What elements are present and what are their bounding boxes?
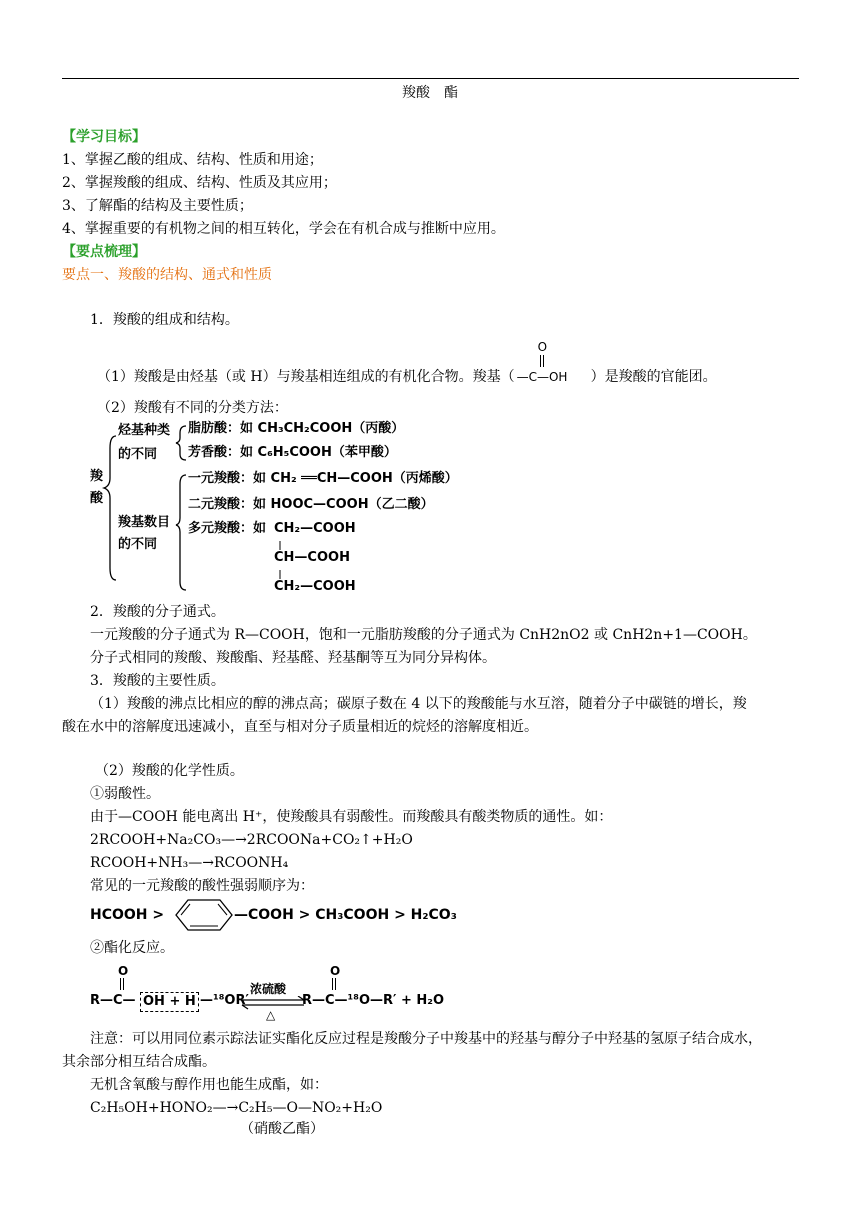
aliphatic-acid: 脂肪酸：如 CH₃CH₂COOH（丙酸）	[188, 421, 405, 436]
carboxyl-text-a: （1）羧酸是由烃基（或 H）与羧基相连组成的有机化合物。羧基（	[97, 369, 515, 385]
category-hydrocarbon-1: 烃基种类	[118, 423, 171, 438]
page-title: 羧酸 酯	[402, 85, 458, 101]
eliminated-water-box: OH + H	[140, 992, 199, 1012]
paragraph: （2）羧酸的化学性质。	[95, 763, 244, 779]
poly-acid-line: CH—COOH	[274, 550, 350, 565]
category-carboxyl-2: 的不同	[118, 537, 158, 552]
goal-item: 3、了解酯的结构及主要性质；	[62, 198, 253, 214]
section-points-heading: 【要点梳理】	[62, 244, 146, 260]
paragraph	[97, 340, 717, 386]
goal-item: 1、掌握乙酸的组成、结构、性质和用途；	[62, 152, 323, 168]
subheading: ①弱酸性。	[90, 786, 160, 802]
equation-caption: （硝酸乙酯）	[240, 1121, 324, 1137]
benzene-ring-icon	[168, 896, 240, 934]
category-hydrocarbon-2: 的不同	[118, 447, 158, 462]
paragraph: （2）羧酸有不同的分类方法：	[97, 400, 288, 416]
poly-acid-line: CH₂—COOH	[274, 579, 356, 594]
section-goals-heading: 【学习目标】	[62, 129, 146, 145]
ester-product: R—C—¹⁸O—R′ + H₂O	[302, 993, 444, 1008]
paragraph: 由于—COOH 能电离出 H⁺，使羧酸具有弱酸性。而羧酸具有酸类物质的通性。如：	[90, 809, 613, 825]
goal-item: 4、掌握重要的有机物之间的相互转化，学会在有机合成与推断中应用。	[62, 221, 505, 237]
poly-acid-line: CH₂—COOH	[274, 521, 356, 536]
di-acid: 二元羧酸：如 HOOC—COOH（乙二酸）	[188, 497, 434, 512]
header-rule	[62, 78, 799, 79]
paragraph: 酸在水中的溶解度迅速减小，直至与相对分子质量相近的烷烃的溶解度相近。	[62, 719, 538, 735]
paragraph: 一元羧酸的分子通式为 R—COOH，饱和一元脂肪羧酸的分子通式为 CnH2nO2 或 CnH2n+1—COOH。	[90, 627, 757, 643]
acidity-a: HCOOH >	[90, 907, 165, 923]
carboxyl-text-b: ）是羧酸的官能团。	[590, 369, 717, 385]
poly-acid-label: 多元羧酸：如	[188, 521, 267, 536]
subsection-heading: 1．羧酸的组成和结构。	[90, 312, 239, 328]
paragraph: 注意：可以用同位素示踪法证实酯化反应过程是羧酸分子中羧基中的羟基与醇分子中羟基的氢原子结合成水，	[90, 1031, 762, 1047]
equation: C₂H₅OH+HONO₂—→C₂H₅—O—NO₂+H₂O	[90, 1100, 383, 1116]
acidity-b: —COOH > CH₃COOH > H₂CO₃	[234, 907, 457, 923]
root-label-1: 羧	[90, 469, 104, 484]
category-carboxyl-1: 羧基数目	[118, 515, 171, 530]
carboxyl-formula: —C—OH	[516, 370, 568, 384]
equation: 2RCOOH+Na₂CO₃—→2RCOONa+CO₂↑+H₂O	[90, 832, 413, 848]
carboxyl-structure	[515, 340, 591, 386]
subheading: ②酯化反应。	[90, 940, 174, 956]
classification-diagram	[90, 418, 470, 598]
subsection-heading: 3．羧酸的主要性质。	[90, 673, 225, 689]
aromatic-acid: 芳香酸：如 C₆H₅COOH（苯甲酸）	[188, 445, 397, 460]
catalyst-label: 浓硫酸	[250, 982, 287, 996]
carboxyl-oxygen: O	[537, 340, 548, 354]
acid-part: R—C—	[90, 993, 136, 1008]
paragraph: 分子式相同的羧酸、羧酸酯、羟基醛、羟基酮等互为同分异构体。	[90, 650, 496, 666]
paragraph: （1）羧酸的沸点比相应的醇的沸点高；碳原子数在 4 以下的羧酸能与水互溶，随着分子中碳链的增长，羧	[90, 696, 747, 712]
heat-symbol: △	[266, 1008, 276, 1022]
subsection-heading: 2．羧酸的分子通式。	[90, 604, 225, 620]
carbonyl-oxygen-left: O	[118, 964, 129, 978]
equation: RCOOH+NH₃—→RCOONH₄	[90, 855, 289, 871]
mono-acid: 一元羧酸：如 CH₂ ══CH—COOH（丙烯酸）	[188, 471, 458, 486]
double-bond-mark	[540, 355, 544, 367]
esterification-equation	[90, 962, 470, 1024]
paragraph: 常见的一元羧酸的酸性强弱顺序为：	[90, 878, 314, 894]
paragraph: 其余部分相互结合成酯。	[62, 1054, 216, 1070]
double-bond-mark	[120, 978, 124, 990]
point-heading: 要点一、羧酸的结构、通式和性质	[62, 267, 272, 283]
paragraph: 无机含氧酸与醇作用也能生成酯，如：	[90, 1077, 328, 1093]
carbonyl-oxygen-right: O	[330, 964, 341, 978]
root-label-2: 酸	[90, 491, 104, 506]
goal-item: 2、掌握羧酸的组成、结构、性质及其应用；	[62, 175, 337, 191]
double-bond-mark	[332, 978, 336, 990]
alcohol-part: —¹⁸OR′	[200, 993, 249, 1008]
